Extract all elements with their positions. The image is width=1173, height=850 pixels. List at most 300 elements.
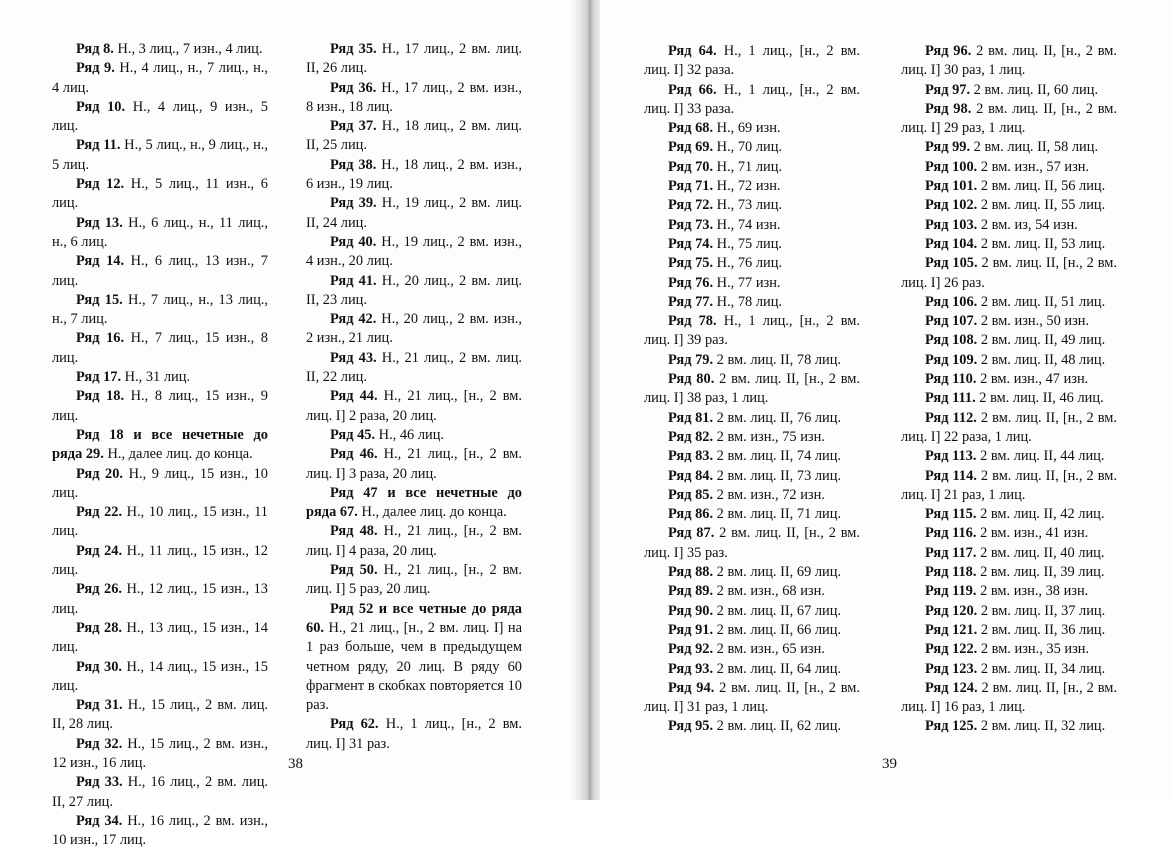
row-label: Ряд 72. [668,197,714,214]
row-text: Н., 1 лиц., [н., 2 вм. лиц. I] 32 раза. [644,43,860,79]
row-text: Н., 1 лиц., [н., 2 вм. лиц. I] 33 раза. [644,81,860,117]
row-text: 2 вм. лиц. II, 46 лиц. [975,390,1104,407]
row-label: Ряд 22. [76,504,123,521]
row-text: 2 вм. лиц. II, 42 лиц. [976,506,1105,523]
row-instruction [644,582,860,601]
row-label: Ряд 26. [76,581,122,598]
row-instruction [901,582,1117,601]
row-label: Ряд 87. [668,525,715,542]
row-instruction [306,272,522,311]
row-text: Н., 21 лиц., 2 вм. лиц. II, 22 лиц. [306,349,522,386]
row-instruction [52,387,268,426]
row-label: Ряд 13. [76,214,123,231]
row-label: Ряд 125. [925,718,978,735]
row-label: Ряд 102. [925,197,978,214]
row-instruction [52,812,268,850]
row-instruction [52,329,268,368]
row-text: Н., 4 лиц., 9 изн., 5 лиц. [52,98,268,135]
row-label: Ряд 70. [668,158,714,175]
row-text: Н., 3 лиц., 7 изн., 4 лиц. [113,41,263,57]
row-text: 2 вм. лиц. II, [н., 2 вм. лиц. I] 38 раз, 1 лиц. [644,371,860,407]
row-text: 2 вм. лиц. II, [н., 2 вм. лиц. I] 30 раз, 1 лиц. [901,43,1117,79]
row-text: 2 вм. изн., 72 изн. [713,486,825,503]
row-instruction [901,177,1117,196]
row-text: Н., 76 лиц. [713,255,783,272]
row-text: 2 вм. лиц. II, [н., 2 вм. лиц. I] 31 раз, 1 лиц. [644,679,860,716]
right-page-column-1 [644,42,860,737]
row-instruction [52,503,268,542]
row-text: Н., 46 лиц. [375,426,445,443]
row-text: 2 вм. лиц. II, 32 лиц. [977,718,1106,735]
row-instruction [644,42,860,81]
row-instruction [306,194,522,233]
row-text: 2 вм. лиц. II, 78 лиц. [713,351,842,368]
row-text: 2 вм. изн., 47 изн. [976,371,1089,388]
row-instruction [901,100,1117,139]
row-text: Н., 13 лиц., 15 изн., 14 лиц. [52,619,268,656]
row-label: Ряд 121. [925,621,978,638]
row-label: Ряд 107. [925,313,978,330]
row-label: Ряд 31. [76,697,123,714]
row-instruction [306,40,522,79]
row-text: 2 вм. изн., 57 изн. [977,158,1090,175]
row-label: Ряд 93. [668,660,714,677]
row-label: Ряд 50. [330,562,378,579]
row-instruction [901,524,1117,543]
row-instruction [52,136,268,175]
row-label: Ряд 97. [925,81,971,98]
row-label: Ряд 41. [330,272,377,289]
row-label: Ряд 68. [668,120,714,137]
row-label: Ряд 44. [330,388,378,405]
left-page [0,0,578,849]
row-label: Ряд 109. [925,351,978,368]
row-instruction [306,715,522,754]
row-instruction [52,98,268,137]
row-instruction [52,696,268,735]
row-label: Ряд 124. [925,679,978,696]
row-label: Ряд 45. [330,426,376,443]
row-text: 2 вм. изн., 68 изн. [713,583,825,600]
row-label: Ряд 32. [76,735,123,752]
row-label: Ряд 119. [925,583,977,600]
row-instruction [901,602,1117,621]
row-label: Ряд 117. [925,544,977,561]
row-text: Н., 21 лиц., [н., 2 вм. лиц. I] 3 раза, 20 лиц. [306,446,522,482]
row-text: 2 вм. лиц. II, 62 лиц. [713,718,842,735]
row-instruction [901,312,1117,331]
row-label: Ряд 108. [925,332,978,349]
row-text: Н., 21 лиц., [н., 2 вм. лиц. I] 5 раз, 20 лиц. [306,562,522,598]
row-label: Ряд 100. [925,158,978,175]
row-instruction [901,660,1117,679]
row-instruction [901,158,1117,177]
row-label: Ряд 89. [668,583,714,600]
row-instruction [306,156,522,195]
row-label: Ряд 118. [925,564,977,581]
row-label: Ряд 46. [330,446,378,463]
row-instruction [901,467,1117,506]
row-instruction [644,524,860,563]
row-text: 2 вм. лиц. II, [н., 2 вм. лиц. I] 21 раз, 1 лиц. [901,467,1117,503]
row-text: 2 вм. лиц. II, [н., 2 вм. лиц. I] 16 раз, 1 лиц. [901,679,1117,716]
row-instruction [644,717,860,736]
row-label: Ряд 30. [76,658,122,675]
row-label: Ряд 15. [76,291,123,308]
row-instruction [52,291,268,330]
row-text: Н., 74 изн. [713,216,781,233]
row-instruction [901,563,1117,582]
row-text: 2 вм. лиц. II, 37 лиц. [977,602,1106,619]
row-text: 2 вм. лиц. II, 34 лиц. [977,660,1106,677]
row-instruction [644,312,860,351]
row-instruction [644,563,860,582]
row-text: Н., 5 лиц., 11 изн., 6 лиц. [52,176,268,212]
row-label: Ряд 42. [330,311,377,328]
row-label: Ряд 106. [925,293,978,310]
row-text: Н., 7 лиц., н., 13 лиц., н., 7 лиц. [52,291,268,328]
row-text: Н., 17 лиц., 2 вм. изн., 8 изн., 18 лиц. [306,79,522,115]
row-label: Ряд 104. [925,235,978,252]
row-instruction [644,158,860,177]
row-text: Н., 77 изн. [713,274,781,291]
row-instruction [52,658,268,697]
row-label: Ряд 36. [330,79,377,96]
row-instruction [901,138,1117,157]
row-label: Ряд 85. [668,486,714,503]
row-text: 2 вм. лиц. II, [н., 2 вм. лиц. I] 22 раза, 1 лиц. [901,409,1117,445]
row-instruction [306,387,522,426]
row-instruction [644,293,860,312]
row-instruction [52,773,268,812]
row-instruction [901,389,1117,408]
row-instruction [306,233,522,272]
row-instruction [901,505,1117,524]
row-label: Ряд 116. [925,525,977,542]
row-label: Ряд 18 и все нечетные до ряда 29. [52,426,268,463]
row-instruction [52,619,268,658]
row-text: Н., 75 лиц. [713,235,783,252]
row-label: Ряд 34. [76,812,123,829]
row-label: Ряд 83. [668,448,714,465]
row-instruction [644,602,860,621]
row-text: 2 вм. лиц. II, 49 лиц. [977,332,1106,349]
row-instruction [52,40,268,59]
row-text: Н., 16 лиц., 2 вм. изн., 10 изн., 17 лиц. [52,812,268,849]
row-instruction [306,522,522,561]
row-instruction [644,235,860,254]
row-label: Ряд 43. [330,349,377,366]
row-label: Ряд 88. [668,564,714,581]
row-instruction [901,351,1117,370]
row-text: Н., 71 лиц. [713,158,783,175]
row-label: Ряд 86. [668,506,714,523]
row-instruction [644,428,860,447]
row-text: Н., далее лиц. до конца. [103,446,253,463]
row-instruction [52,252,268,291]
left-page-column-2 [306,40,522,754]
row-instruction [52,214,268,253]
row-label: Ряд 20. [76,465,124,482]
row-text: 2 вм. лиц. II, 51 лиц. [977,293,1106,310]
row-text: Н., 15 лиц., 2 вм. изн., 12 изн., 16 лиц. [52,735,268,771]
row-instruction [52,59,268,98]
row-instruction [644,467,860,486]
row-instruction [306,426,522,445]
row-text: Н., 8 лиц., 15 изн., 9 лиц. [52,388,268,424]
row-text: 2 вм. лиц. II, 71 лиц. [713,506,842,523]
row-text: 2 вм. изн., 65 изн. [713,641,825,658]
row-instruction [306,561,522,600]
row-text: 2 вм. лиц. II, 58 лиц. [970,139,1099,156]
row-label: Ряд 74. [668,235,714,252]
row-label: Ряд 101. [925,178,978,195]
row-instruction [52,542,268,581]
row-text: 2 вм. лиц. II, 60 лиц. [970,81,1099,98]
row-label: Ряд 94. [668,679,715,696]
row-text: Н., 1 лиц., [н., 2 вм. лиц. I] 31 раз. [306,716,522,752]
row-instruction [52,368,268,387]
row-label: Ряд 37. [330,118,377,135]
row-text: Н., 70 лиц. [713,139,783,156]
row-instruction [52,735,268,774]
row-instruction [901,81,1117,100]
row-label: Ряд 78. [668,313,717,330]
row-label: Ряд 8. [76,41,114,57]
row-text: 2 вм. лиц. II, 69 лиц. [713,564,842,581]
row-text: Н., 21 лиц., [н., 2 вм. лиц. I] 4 раза, 20 лиц. [306,523,522,559]
row-text: 2 вм. лиц. II, 73 лиц. [713,467,842,484]
row-text: 2 вм. лиц. II, 53 лиц. [977,235,1106,252]
row-instruction [901,254,1117,293]
row-text: Н., 69 изн. [713,120,781,137]
row-label: Ряд 112. [925,409,977,426]
row-label: Ряд 77. [668,293,714,310]
row-instruction [306,445,522,484]
row-label: Ряд 11. [76,137,121,154]
row-label: Ряд 24. [76,542,123,559]
row-instruction [306,117,522,156]
row-instruction [644,447,860,466]
row-text: Н., 11 лиц., 15 изн., 12 лиц. [52,542,268,579]
row-text: Н., 14 лиц., 15 изн., 15 лиц. [52,658,268,694]
row-instruction [52,580,268,619]
row-text: 2 вм. лиц. II, [н., 2 вм. лиц. I] 26 раз. [901,255,1117,291]
row-label: Ряд 113. [925,448,977,465]
row-instruction [901,235,1117,254]
row-instruction [901,621,1117,640]
row-label: Ряд 35. [330,41,377,57]
row-text: 2 вм. лиц. II, 66 лиц. [713,621,842,638]
page-number: 39 [882,756,897,772]
row-text: Н., 78 лиц. [713,293,783,310]
row-text: Н., 15 лиц., 2 вм. лиц. II, 28 лиц. [52,697,268,733]
row-label: Ряд 38. [330,156,377,173]
row-text: 2 вм. изн., 75 изн. [713,428,825,445]
row-text: Н., 31 лиц. [121,369,191,386]
row-text: 2 вм. изн., 50 изн. [977,313,1090,330]
row-instruction [52,465,268,504]
row-label: Ряд 10. [76,98,126,115]
row-instruction [306,600,522,716]
row-text: Н., 12 лиц., 15 изн., 13 лиц. [52,581,268,617]
row-text: Н., 18 лиц., 2 вм. изн., 6 изн., 19 лиц. [306,156,522,193]
row-text: 2 вм. лиц. II, [н., 2 вм. лиц. I] 35 раз. [644,525,860,561]
row-label: Ряд 79. [668,351,714,368]
row-label: Ряд 99. [925,139,971,156]
row-label: Ряд 18. [76,388,125,405]
row-text: 2 вм. лиц. II, 56 лиц. [977,178,1106,195]
row-instruction [644,640,860,659]
row-label: Ряд 114. [925,467,977,484]
row-instruction [901,216,1117,235]
row-instruction [644,177,860,196]
row-label: Ряд 115. [925,506,977,523]
row-instruction [306,310,522,349]
row-text: 2 вм. лиц. II, 39 лиц. [976,564,1105,581]
right-page [600,0,1173,800]
row-text: Н., 16 лиц., 2 вм. лиц. II, 27 лиц. [52,774,268,810]
row-label: Ряд 123. [925,660,978,677]
row-text: Н., 21 лиц., [н., 2 вм. лиц. I] на 1 раз больше, чем в предыдущем четном ряду, 20 лиц. В ряду 60 фрагмент в скобках повторяется 10 раз. [306,619,522,714]
row-text: 2 вм. лиц. II, 74 лиц. [713,448,842,465]
row-label: Ряд 9. [76,60,115,77]
row-label: Ряд 90. [668,602,714,619]
row-text: Н., 7 лиц., 15 изн., 8 лиц. [52,330,268,366]
row-text: 2 вм. лиц. II, 67 лиц. [713,602,842,619]
row-instruction [901,447,1117,466]
row-text: 2 вм. лиц. II, 40 лиц. [976,544,1105,561]
row-text: Н., 1 лиц., [н., 2 вм. лиц. I] 39 раз. [644,313,860,349]
row-label: Ряд 64. [668,43,717,59]
row-instruction [306,349,522,388]
row-label: Ряд 111. [925,390,976,407]
row-label: Ряд 47 и все нечетные до ряда 67. [306,484,522,521]
row-text: Н., 6 лиц., н., 11 лиц., н., 6 лиц. [52,214,268,250]
row-label: Ряд 82. [668,428,714,445]
row-instruction [306,484,522,523]
row-label: Ряд 84. [668,467,714,484]
row-text: Н., 73 лиц. [713,197,783,214]
row-label: Ряд 16. [76,330,125,347]
row-text: 2 вм. изн., 38 изн. [976,583,1089,600]
row-text: Н., 19 лиц., 2 вм. лиц. II, 24 лиц. [306,195,522,231]
row-instruction [52,175,268,214]
row-text: Н., 18 лиц., 2 вм. лиц. II, 25 лиц. [306,118,522,154]
row-text: 2 вм. изн., 35 изн. [977,641,1090,658]
row-label: Ряд 17. [76,369,122,386]
row-label: Ряд 48. [330,523,378,540]
row-text: Н., 72 изн. [713,178,781,195]
row-label: Ряд 28. [76,619,122,636]
row-text: 2 вм. из, 54 изн. [977,216,1078,233]
row-instruction [644,196,860,215]
row-label: Ряд 62. [330,716,379,733]
row-instruction [644,216,860,235]
row-label: Ряд 120. [925,602,978,619]
row-instruction [901,409,1117,448]
row-instruction [901,717,1117,736]
row-label: Ряд 52 и все четные до ряда 60. [306,600,522,636]
row-label: Ряд 122. [925,641,978,658]
row-text: 2 вм. лиц. II, 55 лиц. [977,197,1106,214]
row-instruction [901,370,1117,389]
row-label: Ряд 14. [76,253,125,270]
row-text: Н., 21 лиц., [н., 2 вм. лиц. I] 2 раза, 20 лиц. [306,388,522,424]
row-instruction [644,138,860,157]
row-label: Ряд 39. [330,195,377,212]
row-label: Ряд 81. [668,409,714,426]
row-instruction [644,370,860,409]
row-label: Ряд 105. [925,255,978,272]
row-instruction [644,621,860,640]
row-text: Н., 17 лиц., 2 вм. лиц. II, 26 лиц. [306,41,522,77]
row-instruction [901,679,1117,718]
row-text: Н., 4 лиц., н., 7 лиц., н., 4 лиц. [52,60,268,96]
row-label: Ряд 103. [925,216,978,233]
row-label: Ряд 75. [668,255,714,272]
row-text: 2 вм. изн., 41 изн. [976,525,1089,542]
row-instruction [644,660,860,679]
row-text: 2 вм. лиц. II, 76 лиц. [713,409,842,426]
row-instruction [901,42,1117,81]
row-text: Н., 9 лиц., 15 изн., 10 лиц. [52,465,268,501]
row-label: Ряд 80. [668,371,715,388]
row-label: Ряд 76. [668,274,714,291]
row-label: Ряд 33. [76,774,123,791]
row-instruction [901,544,1117,563]
row-instruction [644,505,860,524]
row-text: Н., 6 лиц., 13 изн., 7 лиц. [52,253,268,289]
row-text: Н., далее лиц. до конца. [357,504,507,521]
row-instruction [644,486,860,505]
right-page-column-2 [901,42,1117,737]
row-label: Ряд 71. [668,178,714,195]
row-label: Ряд 95. [668,718,714,735]
row-instruction [901,196,1117,215]
row-text: 2 вм. лиц. II, 48 лиц. [977,351,1106,368]
row-text: 2 вм. лиц. II, 36 лиц. [977,621,1106,638]
row-label: Ряд 98. [925,100,972,117]
row-instruction [901,331,1117,350]
row-instruction [644,254,860,273]
row-instruction [644,274,860,293]
row-instruction [644,81,860,120]
row-text: 2 вм. лиц. II, [н., 2 вм. лиц. I] 29 раз, 1 лиц. [901,100,1117,137]
row-label: Ряд 12. [76,176,125,193]
row-label: Ряд 91. [668,621,714,638]
row-text: Н., 10 лиц., 15 изн., 11 лиц. [52,504,268,540]
row-text: 2 вм. лиц. II, 64 лиц. [713,660,842,677]
row-label: Ряд 66. [668,81,717,98]
row-label: Ряд 40. [330,233,377,250]
row-instruction [306,79,522,118]
row-instruction [52,426,268,465]
row-text: Н., 20 лиц., 2 вм. изн., 2 изн., 21 лиц. [306,311,522,347]
row-label: Ряд 69. [668,139,714,156]
row-label: Ряд 73. [668,216,714,233]
row-instruction [901,293,1117,312]
row-text: Н., 20 лиц., 2 вм. лиц. II, 23 лиц. [306,272,522,308]
page-number: 38 [288,756,303,772]
row-instruction [901,640,1117,659]
row-label: Ряд 92. [668,641,714,658]
row-text: Н., 5 лиц., н., 9 лиц., н., 5 лиц. [52,137,269,173]
row-instruction [644,119,860,138]
row-text: Н., 19 лиц., 2 вм. изн., 4 изн., 20 лиц. [306,233,522,270]
row-instruction [644,679,860,718]
row-instruction [644,409,860,428]
